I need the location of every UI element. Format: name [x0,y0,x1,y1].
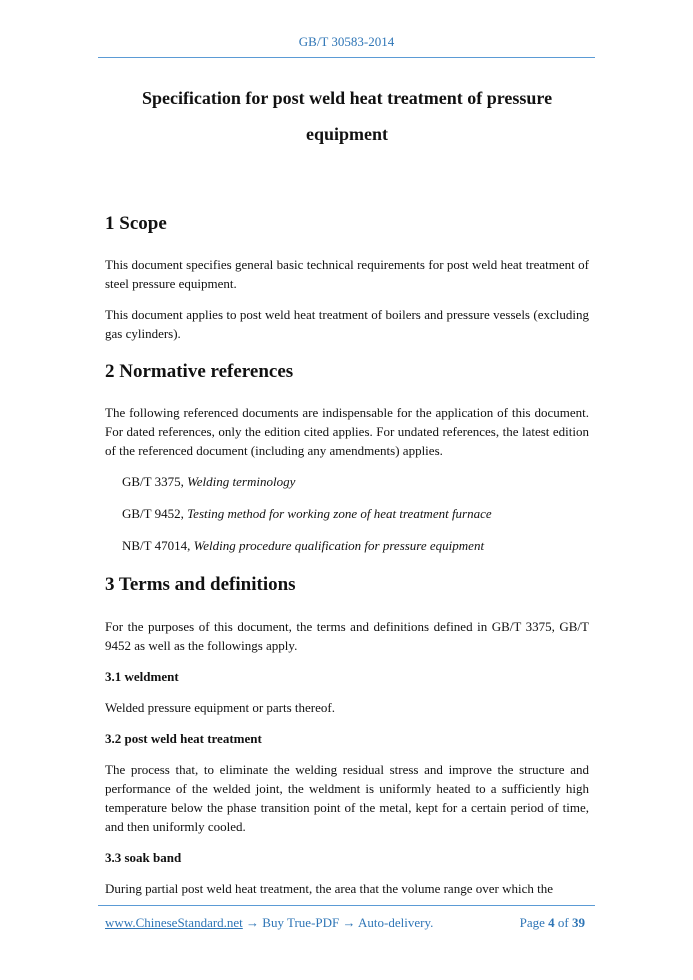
reference-title: Welding procedure qualification for pressure equipment [193,538,485,553]
standard-code: GB/T 30583-2014 [298,34,395,49]
reference-item [105,504,589,523]
terms-intro-paragraph: For the purposes of this document, the terms and definitions defined in GB/T 3375, GB/T 9452 as well as the followings apply. [105,619,589,653]
reference-code: NB/T 47014, [122,538,194,553]
page-indicator [520,915,585,931]
auto-delivery-text: Auto-delivery. [358,915,434,930]
scope-paragraph-1: This document specifies general basic technical requirements for post weld heat treatment of steel pressure equipment. [105,257,589,291]
arrow-right-icon: → [246,915,260,930]
term-heading: 3.1 weldment [105,669,179,684]
reference-item [105,472,589,491]
section-heading-normative-references: 2 Normative references [105,361,294,382]
normative-references-paragraph: The following referenced documents are indispensable for the application of this document. For dated references, only the edition cited applies. For undated references, the latest edition of the referenced document (including any amendments) applies. [105,405,589,458]
term-heading: 3.3 soak band [105,850,182,865]
footer-promo [105,915,433,931]
title-line-2: equipment [305,124,388,144]
reference-code: GB/T 9452, [122,506,188,521]
header-divider [98,57,595,58]
scope-paragraph-2: This document applies to post weld heat treatment of boilers and pressure vessels (excluding gas cylinders). [105,307,589,341]
title-line-1: Specification for post weld heat treatment of pressure [141,88,553,108]
of-label: of [557,915,569,930]
reference-code: GB/T 3375, [122,474,188,489]
document-body [105,80,589,898]
page-current: 4 [548,915,555,930]
term-heading: 3.2 post weld heat treatment [105,731,262,746]
document-title [105,80,589,152]
buy-pdf-link[interactable]: Buy True-PDF [262,915,340,930]
term-definition: Welded pressure equipment or parts thereof. [105,700,335,715]
page-label: Page [519,915,545,930]
reference-title: Welding terminology [187,474,296,489]
term-definition: The process that, to eliminate the welding residual stress and improve the structure and performance of the welded joint, the weldment is uniformly heated to a sufficiently high temperature below the phase transition point of the metal, kept for a certain period of time, and then uniformly cooled. [105,762,589,834]
site-link[interactable]: www.ChineseStandard.net [105,915,243,930]
section-heading-scope: 1 Scope [105,213,167,234]
reference-title: Testing method for working zone of heat treatment furnace [187,506,492,521]
reference-item [105,536,589,555]
page-total: 39 [572,915,585,930]
footer-divider [98,905,595,906]
term-definition: During partial post weld heat treatment, the area that the volume range over which the [105,881,553,896]
page-header [98,34,595,50]
section-heading-terms-definitions: 3 Terms and definitions [105,574,296,595]
arrow-right-icon: → [342,915,356,930]
